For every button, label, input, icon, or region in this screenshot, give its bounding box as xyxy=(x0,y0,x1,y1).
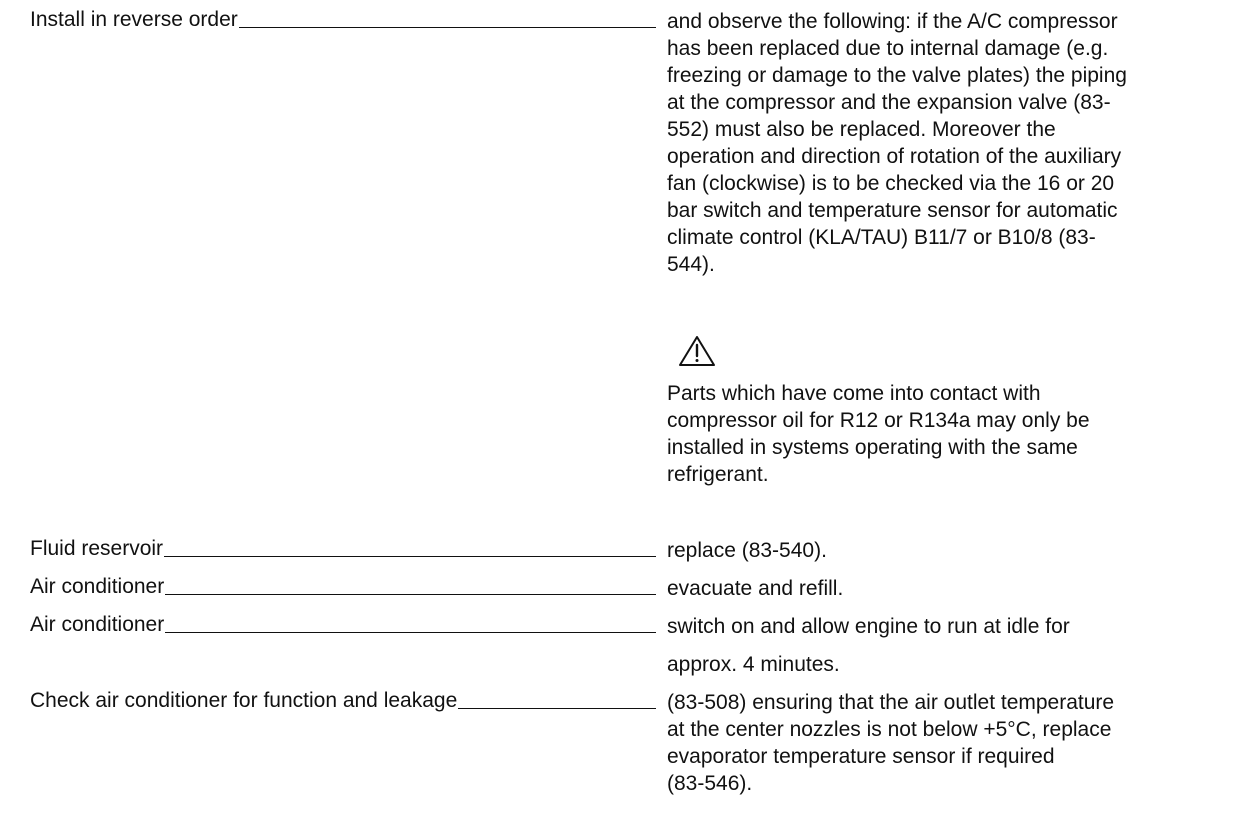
step-description xyxy=(667,651,1227,678)
leader-line xyxy=(458,708,656,709)
description-line: replace (83-540). xyxy=(667,539,827,562)
leader-line xyxy=(164,556,656,557)
step-label: Install in reverse order xyxy=(30,8,238,31)
warning-line: installed in systems operating with the same xyxy=(667,436,1078,459)
step-label-row xyxy=(30,613,656,637)
step-description xyxy=(667,575,1227,602)
step-label-row xyxy=(30,8,656,32)
description-line: evacuate and refill. xyxy=(667,577,844,600)
warning-line: refrigerant. xyxy=(667,463,769,486)
description-line: (83-508) ensuring that the air outlet temperature xyxy=(667,691,1115,714)
step-label-row xyxy=(30,537,656,561)
step-label: Check air conditioner for function and leakage xyxy=(30,689,458,712)
description-line: fan (clockwise) is to be checked via the 16 or 20 xyxy=(667,172,1115,195)
description-line: operation and direction of rotation of the auxiliary xyxy=(667,145,1122,168)
leader-line xyxy=(165,632,656,633)
description-line: climate control (KLA/TAU) B11/7 or B10/8 (83- xyxy=(667,226,1096,249)
step-description xyxy=(667,537,1227,564)
description-line: 552) must also be replaced. Moreover the xyxy=(667,118,1056,141)
description-line: has been replaced due to internal damage (e.g. xyxy=(667,37,1109,60)
step-label-row xyxy=(30,689,656,713)
step-label: Air conditioner xyxy=(30,575,165,598)
description-line: and observe the following: if the A/C compressor xyxy=(667,10,1118,33)
description-line: 544). xyxy=(667,253,715,276)
leader-line xyxy=(239,27,656,28)
description-line: approx. 4 minutes. xyxy=(667,653,840,676)
step-description xyxy=(667,689,1227,797)
warning-text xyxy=(667,380,1227,488)
warning-line: compressor oil for R12 or R134a may only be xyxy=(667,409,1090,432)
description-line: evaporator temperature sensor if required xyxy=(667,745,1055,768)
step-label: Fluid reservoir xyxy=(30,537,164,560)
step-description xyxy=(667,8,1227,278)
step-label-row xyxy=(30,575,656,599)
step-description xyxy=(667,613,1227,640)
warning-line: Parts which have come into contact with xyxy=(667,382,1041,405)
description-line: switch on and allow engine to run at idle for xyxy=(667,615,1070,638)
description-line: bar switch and temperature sensor for automatic xyxy=(667,199,1118,222)
step-label: Air conditioner xyxy=(30,613,165,636)
description-line: (83-546). xyxy=(667,772,753,795)
description-line: at the compressor and the expansion valve (83- xyxy=(667,91,1111,114)
description-line: freezing or damage to the valve plates) the piping xyxy=(667,64,1127,87)
warning-triangle-icon xyxy=(677,334,717,368)
description-line: at the center nozzles is not below +5°C, replace xyxy=(667,718,1112,741)
leader-line xyxy=(165,594,656,595)
